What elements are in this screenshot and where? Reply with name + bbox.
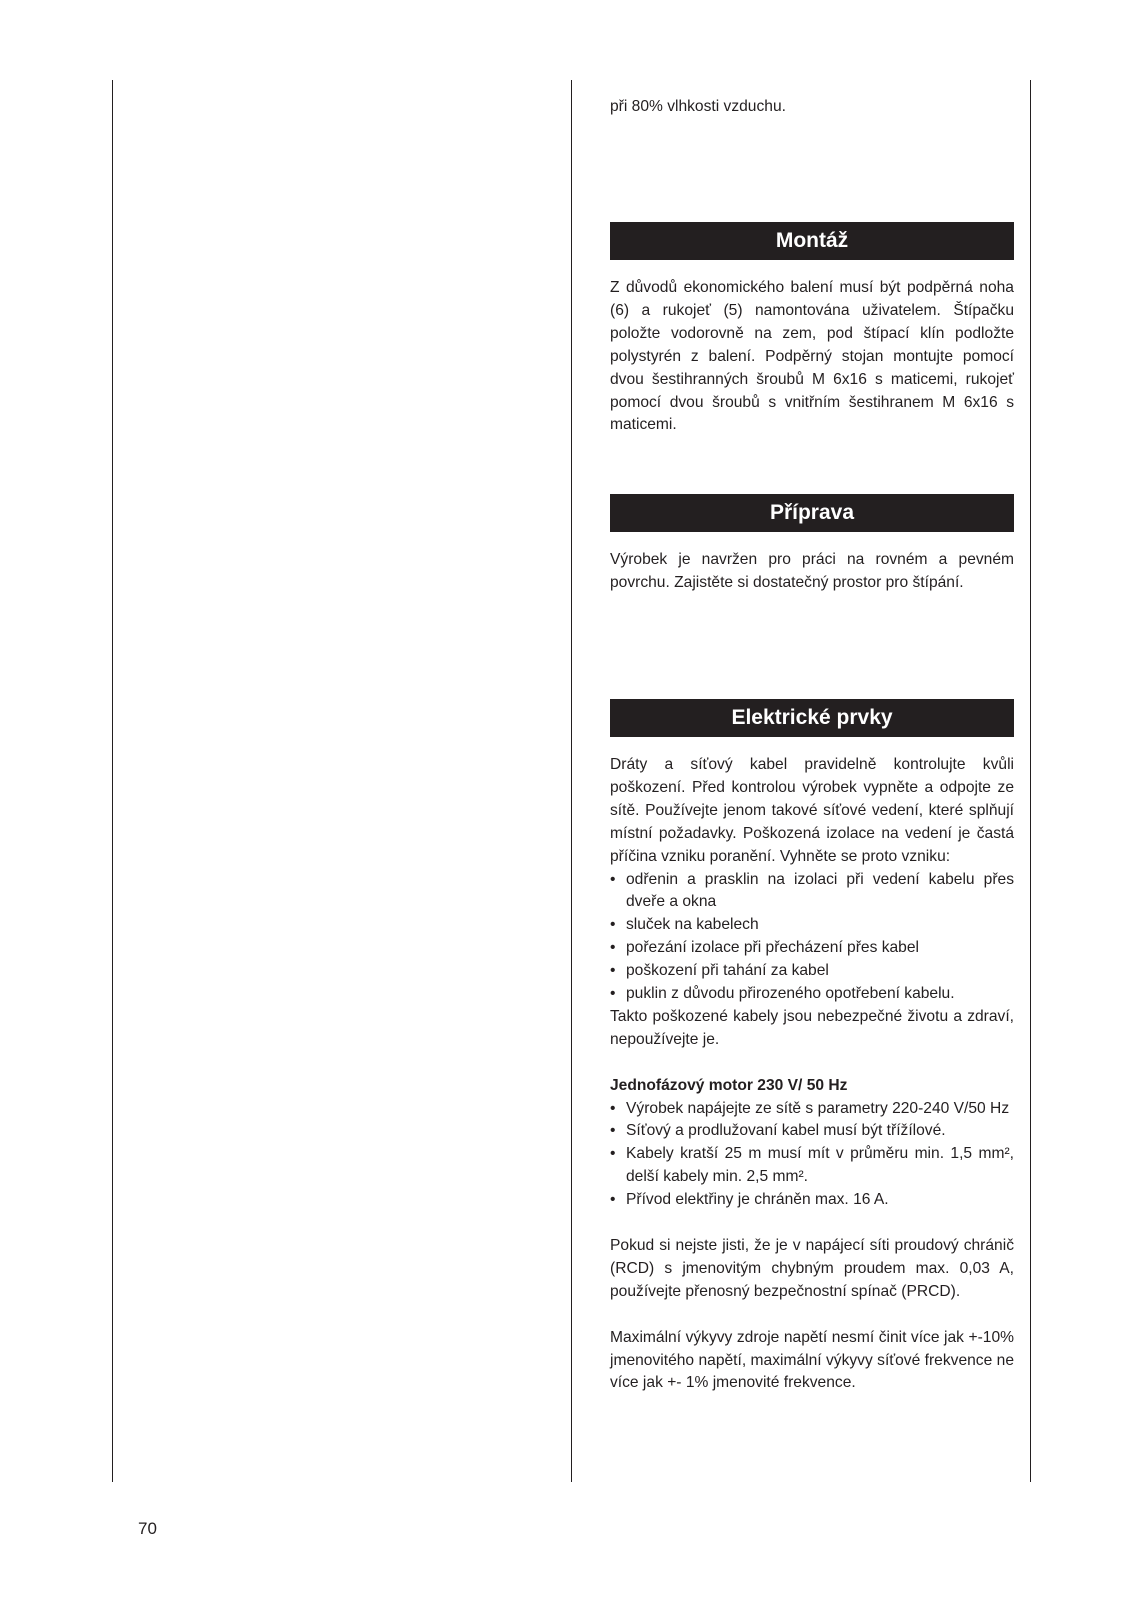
elektricke-intro: Dráty a síťový kabel pravidelně kontrolujte kvůli poškození. Před kontrolou výrobek vypněte a odpojte ze sítě. Používejte jenom takové síťové vedení, které splňují místní požadavky. Poškozená izolace na vedení je častá příčina vzniku poranění. Vyhněte se proto vzniku: — [610, 756, 1014, 865]
priprava-body — [610, 549, 1014, 595]
list-item: • Síťový a prodlužovaní kabel musí být třížílové. — [610, 1120, 1014, 1143]
motor-subheading: Jednofázový motor 230 V/ 50 Hz — [610, 1076, 848, 1094]
priprava-text: Výrobek je navržen pro práci na rovném a pevném povrchu. Zajistěte si dostatečný prostor pro štípání. — [610, 551, 1014, 591]
intro-block — [610, 96, 1014, 119]
list-item: • Výrobek napájejte ze sítě s parametry 220-240 V/50 Hz — [610, 1098, 1014, 1121]
cable-warning: Takto poškozené kabely jsou nebezpečné životu a zdraví, nepoužívejte je. — [610, 1007, 1014, 1048]
section-heading-montaz: Montáž — [610, 222, 1014, 260]
list-item: • sluček na kabelech — [610, 914, 1014, 937]
section-heading-priprava: Příprava — [610, 494, 1014, 532]
list-item: • pořezání izolace při přecházení přes kabel — [610, 937, 1014, 960]
right-margin-rule — [1030, 80, 1031, 1482]
list-item: • Přívod elektřiny je chráněn max. 16 A. — [610, 1189, 1014, 1212]
left-margin-rule — [112, 80, 113, 1482]
elektricke-body — [610, 754, 1014, 1395]
section-heading-elektricke: Elektrické prvky — [610, 699, 1014, 737]
rcd-paragraph: Pokud si nejste jisti, že je v napájecí síti proudový chránič (RCD) s jmenovitým chybným proudem max. 0,03 A, používejte přenosný bezpečnostní spínač (PRCD). — [610, 1237, 1014, 1300]
montaz-text: Z důvodů ekonomického balení musí být podpěrná noha (6) a rukojeť (5) namontována uživatelem. Štípačku položte vodorovně na zem, pod štípací klín podložte polystyrén z balení. Podpěrný stojan montujte pomocí dvou šestihranných šroubů M 6x16 s maticemi, rukojeť pomocí dvou šroubů s vnitřním šestihranem M 6x16 s maticemi. — [610, 279, 1014, 434]
list-item: • Kabely kratší 25 m musí mít v průměru min. 1,5 mm², delší kabely min. 2,5 mm². — [610, 1143, 1014, 1189]
damage-list — [610, 869, 1014, 1006]
page-number: 70 — [138, 1519, 157, 1538]
fluctuation-paragraph: Maximální výkyvy zdroje napětí nesmí činit více jak +-10% jmenovitého napětí, maximální výkyvy síťové frekvence ne více jak +- 1% jmenovité frekvence. — [610, 1328, 1014, 1392]
montaz-body — [610, 277, 1014, 437]
motor-list — [610, 1098, 1014, 1213]
column-divider-rule — [571, 80, 572, 1482]
list-item: • puklin z důvodu přirozeného opotřebení kabelu. — [610, 983, 1014, 1006]
list-item: • poškození při tahání za kabel — [610, 960, 1014, 983]
list-item: • odřenin a prasklin na izolaci při vedení kabelu přes dveře a okna — [610, 869, 1014, 915]
intro-line: při 80% vlhkosti vzduchu. — [610, 98, 786, 115]
